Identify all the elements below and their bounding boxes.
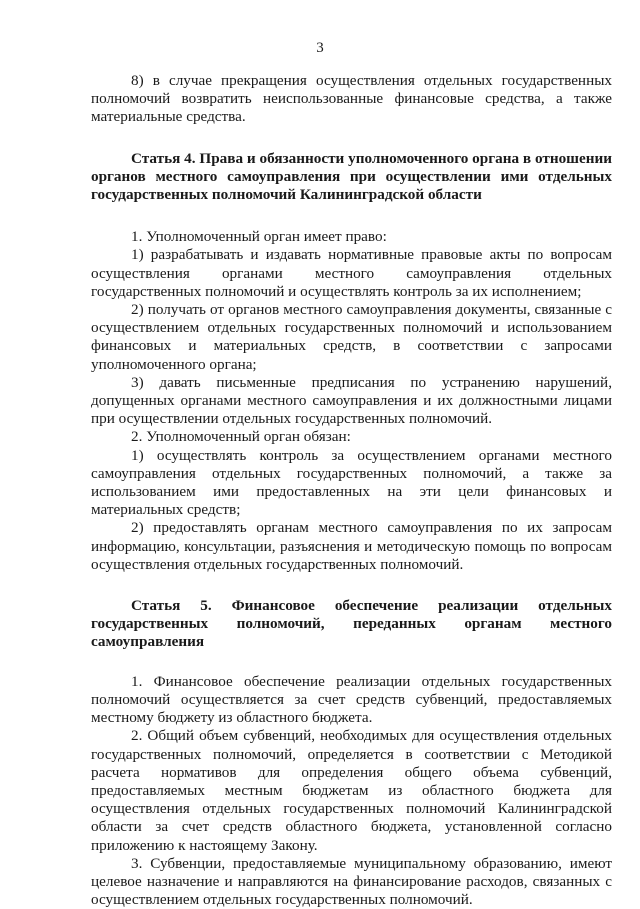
spacer xyxy=(91,204,612,228)
document-body xyxy=(91,72,612,909)
spacer xyxy=(91,652,612,673)
page-number: 3 xyxy=(316,40,324,56)
article-4-clause-2-item-1: 1) осуществлять контроль за осуществлением органами местного самоуправления отдельных государственных полномочий, а также за использованием ими предоставленных на эти цели финансовых и материальных средств; xyxy=(91,446,612,519)
article-5-clause-3: 3. Субвенции, предоставляемые муниципальному образованию, имеют целевое назначение и направляются на финансирование расходов, связанных с осуществлением отдельных государственных полномочий. xyxy=(91,854,612,909)
article-4-clause-1-item-2: 2) получать от органов местного самоуправления документы, связанные с осуществлением отдельных государственных полномочий и использованием финансовых и материальных средств, в соответствии с запросами уполномоченного органа; xyxy=(91,301,612,373)
article-5-heading: Статья 5. Финансовое обеспечение реализации отдельных государственных полномочий, переданных органам местного самоуправления xyxy=(91,597,612,651)
spacer xyxy=(91,574,612,597)
article-4-clause-2: 2. Уполномоченный орган обязан: xyxy=(131,428,351,446)
spacer xyxy=(91,127,612,150)
article-4-clause-2-item-2: 2) предоставлять органам местного самоуправления по их запросам информацию, консультации, разъяснения и методическую помощь по вопросам осуществления отдельных государственных полномочий. xyxy=(91,519,612,573)
article-4-clause-1: 1. Уполномоченный орган имеет право: xyxy=(131,228,387,246)
article-5-clause-2: 2. Общий объем субвенций, необходимых для осуществления отдельных государственных полномочий, определяется в соответствии с Методикой расчета нормативов для определения общего объема субвенций, предоставляемых местным бюджетам из областного бюджета для осуществления отдельных государственных полномочий Калининградской области за счет средств областного бюджета, установленной согласно приложению к настоящему Закону. xyxy=(91,727,612,854)
paragraph-item-8: 8) в случае прекращения осуществления отдельных государственных полномочий возвратить неиспользованные финансовые средства, а также материальные средства. xyxy=(91,72,612,126)
article-4-heading: Статья 4. Права и обязанности уполномоченного органа в отношении органов местного самоуправления при осуществлении ими отдельных государственных полномочий Калининградской области xyxy=(91,149,612,204)
article-4-clause-1-item-1: 1) разрабатывать и издавать нормативные правовые акты по вопросам осуществления органами местного самоуправления отдельных государственных полномочий и осуществлять контроль за их исполнением; xyxy=(91,246,612,300)
article-4-clause-1-item-3: 3) давать письменные предписания по устранению нарушений, допущенных органами местного самоуправления и их должностными лицами при осуществлении отдельных государственных полномочий. xyxy=(91,373,612,428)
article-5-clause-1: 1. Финансовое обеспечение реализации отдельных государственных полномочий осуществляется за счет средств субвенций, предоставляемых местному бюджету из областного бюджета. xyxy=(91,672,612,727)
